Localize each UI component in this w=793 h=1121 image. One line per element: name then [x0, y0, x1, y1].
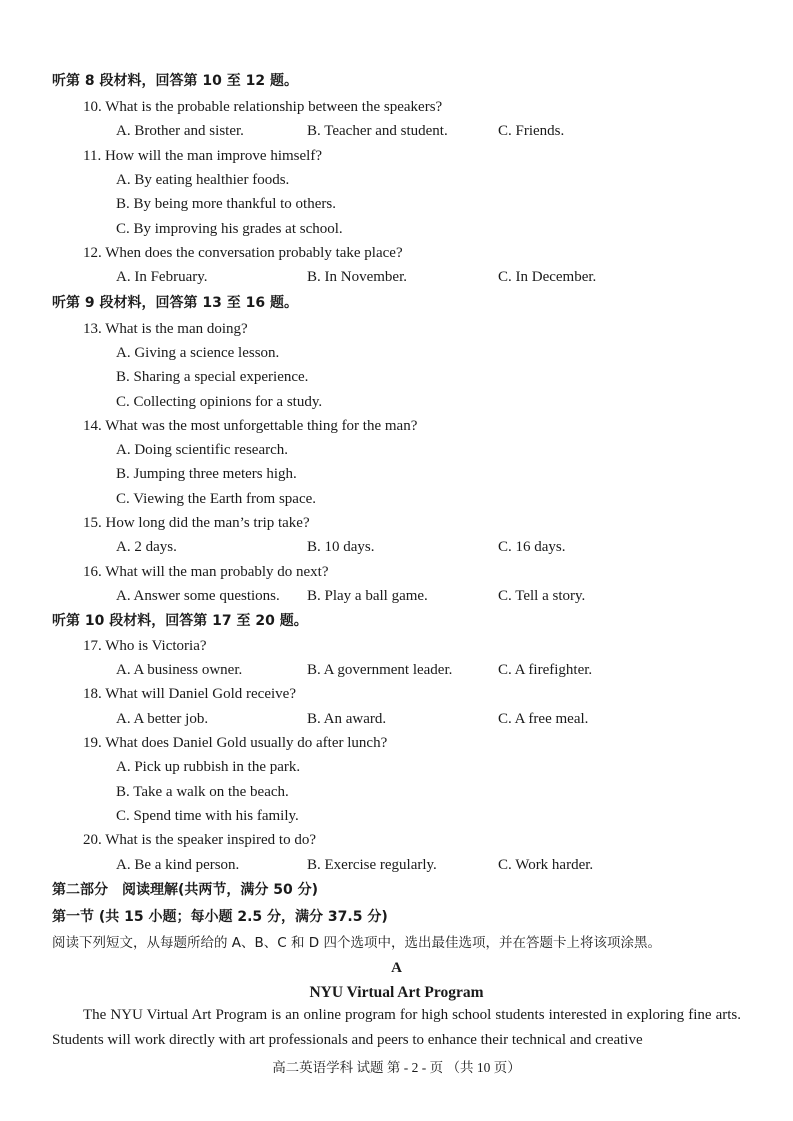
q10-option-b: B. Teacher and student.	[307, 123, 448, 139]
passage-title: NYU Virtual Art Program	[309, 984, 484, 1001]
q15-option-b: B. 10 days.	[307, 539, 375, 555]
question-12: 12. When does the conversation probably take place?	[83, 245, 403, 261]
question-19: 19. What does Daniel Gold usually do after lunch?	[83, 735, 388, 751]
q19-option-a: A. Pick up rubbish in the park.	[116, 759, 301, 775]
q19-option-c: C. Spend time with his family.	[116, 808, 299, 824]
question-11: 11. How will the man improve himself?	[83, 148, 322, 164]
question-20: 20. What is the speaker inspired to do?	[83, 832, 316, 848]
part-2-header: 第二部分 阅读理解(共两节，满分 50 分)	[52, 882, 319, 898]
section-9-header: 听第 9 段材料，回答第 13 至 16 题。	[52, 295, 298, 311]
q20-option-a: A. Be a kind person.	[116, 857, 240, 873]
q18-option-c: C. A free meal.	[498, 711, 589, 727]
q17-option-b: B. A government leader.	[307, 662, 453, 678]
q10-option-a: A. Brother and sister.	[116, 123, 244, 139]
passage-paragraph: The NYU Virtual Art Program is an online program for high school students interested in exploring fine arts. Students will work directly with art professionals and peers to enhance their technical and creative	[52, 1007, 741, 1048]
q16-option-a: A. Answer some questions.	[116, 588, 280, 604]
passage-letter: A	[391, 960, 402, 976]
question-10: 10. What is the probable relationship between the speakers?	[83, 99, 443, 115]
q18-option-a: A. A better job.	[116, 711, 209, 727]
q17-option-c: C. A firefighter.	[498, 662, 593, 678]
q17-option-a: A. A business owner.	[116, 662, 243, 678]
q15-option-a: A. 2 days.	[116, 539, 177, 555]
question-18: 18. What will Daniel Gold receive?	[83, 686, 296, 702]
q16-option-b: B. Play a ball game.	[307, 588, 428, 604]
q11-option-b: B. By being more thankful to others.	[116, 196, 336, 212]
q12-option-a: A. In February.	[116, 269, 208, 285]
q19-option-b: B. Take a walk on the beach.	[116, 784, 289, 800]
question-15: 15. How long did the man’s trip take?	[83, 515, 310, 531]
q20-option-c: C. Work harder.	[498, 857, 594, 873]
q13-option-b: B. Sharing a special experience.	[116, 369, 309, 385]
q13-option-c: C. Collecting opinions for a study.	[116, 394, 323, 410]
question-14: 14. What was the most unforgettable thing for the man?	[83, 418, 418, 434]
reading-instructions: 阅读下列短文，从每题所给的 A、B、C 和 D 四个选项中，选出最佳选项，并在答题卡上将该项涂黑。	[52, 935, 661, 951]
question-17: 17. Who is Victoria?	[83, 638, 207, 654]
part-2-section-1-header: 第一节 (共 15 小题；每小题 2.5 分，满分 37.5 分)	[52, 909, 388, 925]
section-10-header: 听第 10 段材料，回答第 17 至 20 题。	[52, 613, 308, 629]
q11-option-a: A. By eating healthier foods.	[116, 172, 290, 188]
q14-option-b: B. Jumping three meters high.	[116, 466, 297, 482]
section-8-header: 听第 8 段材料，回答第 10 至 12 题。	[52, 73, 298, 89]
q15-option-c: C. 16 days.	[498, 539, 566, 555]
q20-option-b: B. Exercise regularly.	[307, 857, 437, 873]
q13-option-a: A. Giving a science lesson.	[116, 345, 280, 361]
q14-option-c: C. Viewing the Earth from space.	[116, 491, 317, 507]
q12-option-b: B. In November.	[307, 269, 407, 285]
question-13: 13. What is the man doing?	[83, 321, 248, 337]
q11-option-c: C. By improving his grades at school.	[116, 221, 343, 237]
page-footer: 高二英语学科 试题 第 - 2 - 页 （共 10 页）	[272, 1060, 521, 1075]
question-16: 16. What will the man probably do next?	[83, 564, 329, 580]
q14-option-a: A. Doing scientific research.	[116, 442, 289, 458]
q16-option-c: C. Tell a story.	[498, 588, 586, 604]
q10-option-c: C. Friends.	[498, 123, 565, 139]
q18-option-b: B. An award.	[307, 711, 387, 727]
q12-option-c: C. In December.	[498, 269, 597, 285]
